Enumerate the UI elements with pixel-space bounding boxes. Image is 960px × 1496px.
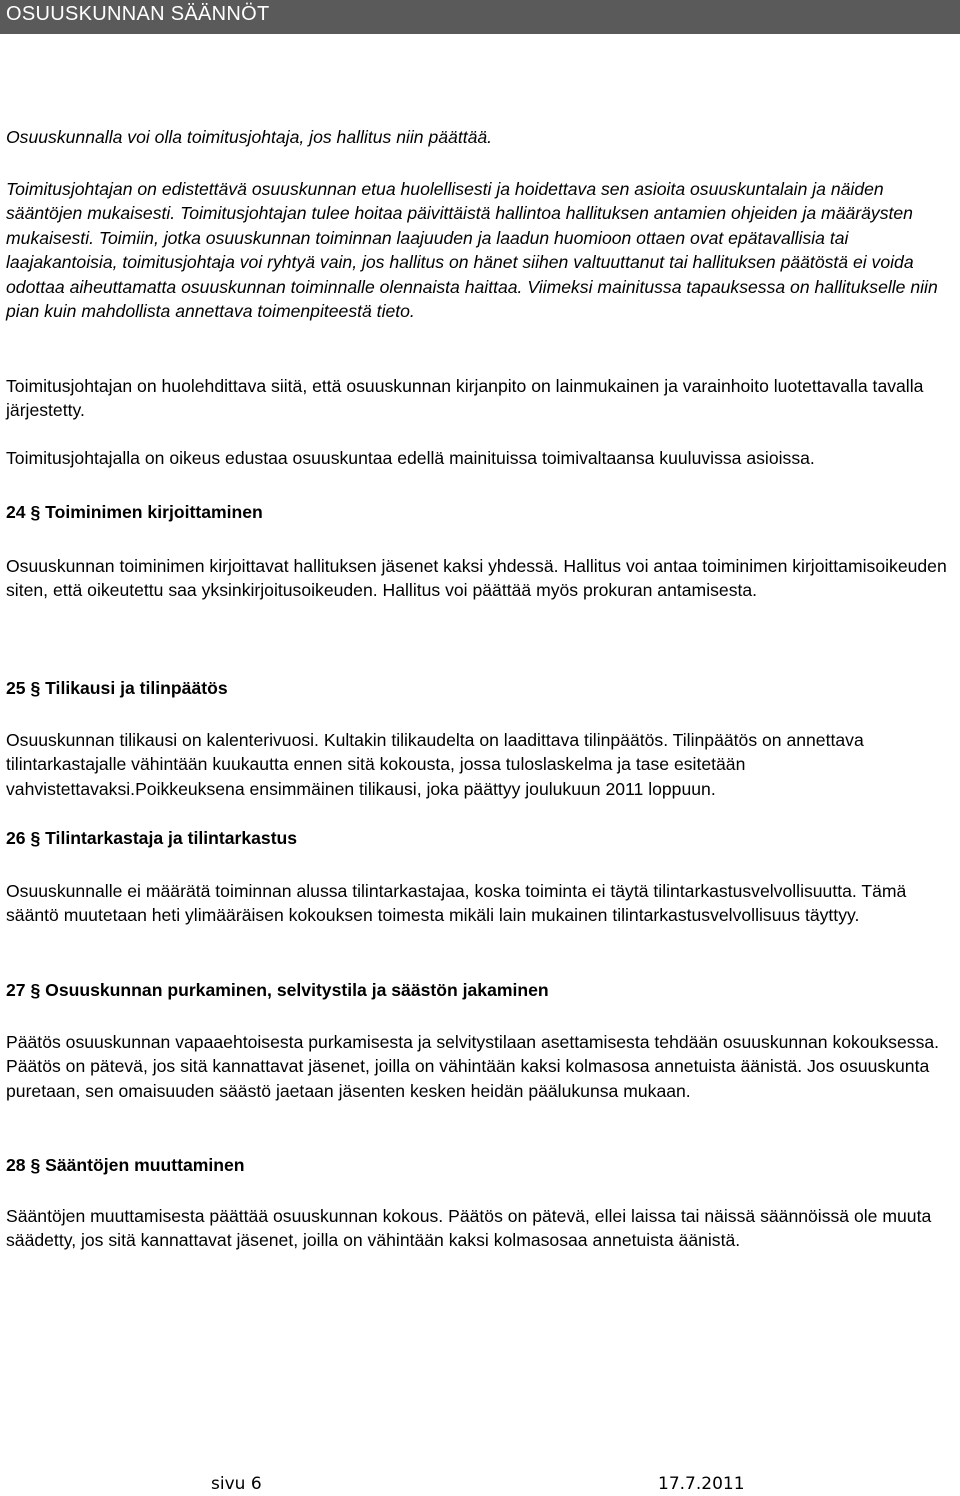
section-heading-27: 27 § Osuuskunnan purkaminen, selvitystila ja säästön jakaminen: [6, 979, 549, 1000]
paragraph-intro-3: Toimitusjohtajan on huolehdittava siitä, että osuuskunnan kirjanpito on lainmukainen ja varainhoito luotettavalla tavalla järjestetty.: [6, 375, 924, 421]
paragraph-intro-1: Osuuskunnalla voi olla toimitusjohtaja, jos hallitus niin päättää.: [6, 126, 493, 147]
section-heading-26: 26 § Tilintarkastaja ja tilintarkastus: [6, 827, 298, 848]
footer-page-number: sivu 6: [211, 1474, 262, 1494]
document-title: OSUUSKUNNAN SÄÄNNÖT: [6, 3, 270, 25]
section-heading-28: 28 § Sääntöjen muuttaminen: [6, 1154, 245, 1175]
section-body-27: Päätös osuuskunnan vapaaehtoisesta purkamisesta ja selvitystilaan asettamisesta tehdään osuuskunnan kokouksessa. Päätös on pätevä, jos sitä kannattavat jäsenet, joilla on vähintään kaksi kolmasosa annetuista äänistä. Jos osuuskunta puretaan, sen omaisuuden säästö jaetaan jäsenten kesken heidän päälukunsa mukaan.: [6, 1031, 940, 1101]
paragraph-intro-2: Toimitusjohtajan on edistettävä osuuskunnan etua huolellisesti ja hoidettava sen asioita osuuskuntalain ja näiden sääntöjen mukaisesti. Toimitusjohtajan tulee hoitaa päivittäistä hallintoa hallituksen antamien ohjeiden ja määräysten mukaisesti. Toimiin, jotka osuuskunnan toiminnan laajuuden ja laadun huomioon ottaen ovat epätavallisia tai laajakantoisia, toimitusjohtaja voi ryhtyä vain, jos hallitus on hänet siihen valtuuttanut tai hallituksen päätöstä ei voida odottaa aiheuttamatta osuuskunnan toiminnalle olennaista haittaa. Viimeksi mainitussa tapauksessa on hallitukselle niin pian kuin mahdollista annettava toimenpiteestä tieto.: [6, 178, 938, 322]
section-body-24: Osuuskunnan toiminimen kirjoittavat hallituksen jäsenet kaksi yhdessä. Hallitus voi antaa toiminimen kirjoittamisoikeuden siten, että oikeutettu saa yksinkirjoitusoikeuden. Hallitus voi päättää myös prokuran antamisesta.: [6, 555, 947, 601]
footer-date: 17.7.2011: [658, 1474, 745, 1494]
section-heading-24: 24 § Toiminimen kirjoittaminen: [6, 501, 263, 522]
section-body-28: Sääntöjen muuttamisesta päättää osuuskunnan kokous. Päätös on pätevä, ellei laissa tai näissä säännöissä ole muuta säädetty, jos sitä kannattavat jäsenet, joilla on vähintään kaksi kolmasosaa annetuista äänistä.: [6, 1205, 932, 1251]
section-body-25: Osuuskunnan tilikausi on kalenterivuosi. Kultakin tilikaudelta on laadittava tilinpäätös. Tilinpäätös on annettava tilintarkastajalle vähintään kuukautta ennen sitä kokousta, jossa tuloslaskelma ja tase esitetään vahvistettavaksi.Poikkeuksena ensimmäinen tilikausi, joka päättyy joulukuun 2011 loppuun.: [6, 729, 864, 799]
paragraph-intro-4: Toimitusjohtajalla on oikeus edustaa osuuskuntaa edellä mainituissa toimivaltaansa kuuluvissa asioissa.: [6, 447, 815, 468]
section-heading-25: 25 § Tilikausi ja tilinpäätös: [6, 677, 228, 698]
page-header: [0, 0, 960, 34]
section-body-26: Osuuskunnalle ei määrätä toiminnan alussa tilintarkastajaa, koska toiminta ei täytä tilintarkastusvelvollisuutta. Tämä sääntö muutetaan heti ylimääräisen kokouksen toimesta mikäli lain mukainen tilintarkastusvelvollisuus täyttyy.: [6, 880, 907, 926]
